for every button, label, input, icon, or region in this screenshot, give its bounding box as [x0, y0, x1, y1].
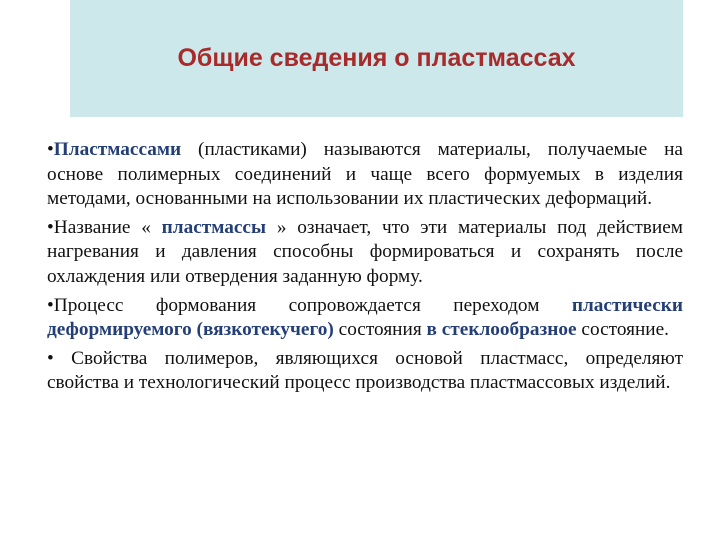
- slide-body: [47, 138, 683, 400]
- bullet: •: [47, 294, 54, 316]
- term-plastmassy: пластмассы: [161, 216, 267, 238]
- paragraph-definition: [47, 138, 683, 212]
- slide-title: Общие сведения о пластмассах: [177, 44, 576, 72]
- paragraph-forming-process: [47, 294, 683, 343]
- paragraph-text: означает, что эти материалы под действием нагревания и давления способны формироваться и сохранять после охлаждения или отвердения заданную форму.: [47, 216, 683, 287]
- bullet: •: [47, 139, 54, 160]
- term-glassy: в стеклообразное: [426, 319, 577, 341]
- paragraph-name-meaning: [47, 216, 683, 290]
- paragraph-properties: [47, 347, 683, 396]
- open-quote: «: [141, 216, 162, 238]
- bullet: •: [47, 216, 54, 238]
- paragraph-text: состояние.: [576, 319, 669, 341]
- bullet: •: [47, 347, 54, 369]
- paragraph-mid: состояния: [333, 319, 427, 341]
- term-plastic-deformable: пластически деформируемого (вязкотекучего): [47, 294, 683, 341]
- close-quote: »: [266, 216, 287, 238]
- paragraph-lead: Название: [53, 216, 142, 238]
- paragraph-text: Свойства полимеров, являющихся основой пластмасс, определяют свойства и технологический процесс производства пластмассовых изделий.: [47, 347, 683, 394]
- paragraph-lead: Процесс формования сопровождается переходом: [53, 294, 572, 316]
- paragraph-text: (пластиками) называются материалы, получаемые на основе полимерных соединений и чаще всего формуемых в изделия методами, основанными на использовании их пластических деформаций.: [47, 139, 683, 210]
- term-plastics: Пластмассами: [53, 139, 182, 160]
